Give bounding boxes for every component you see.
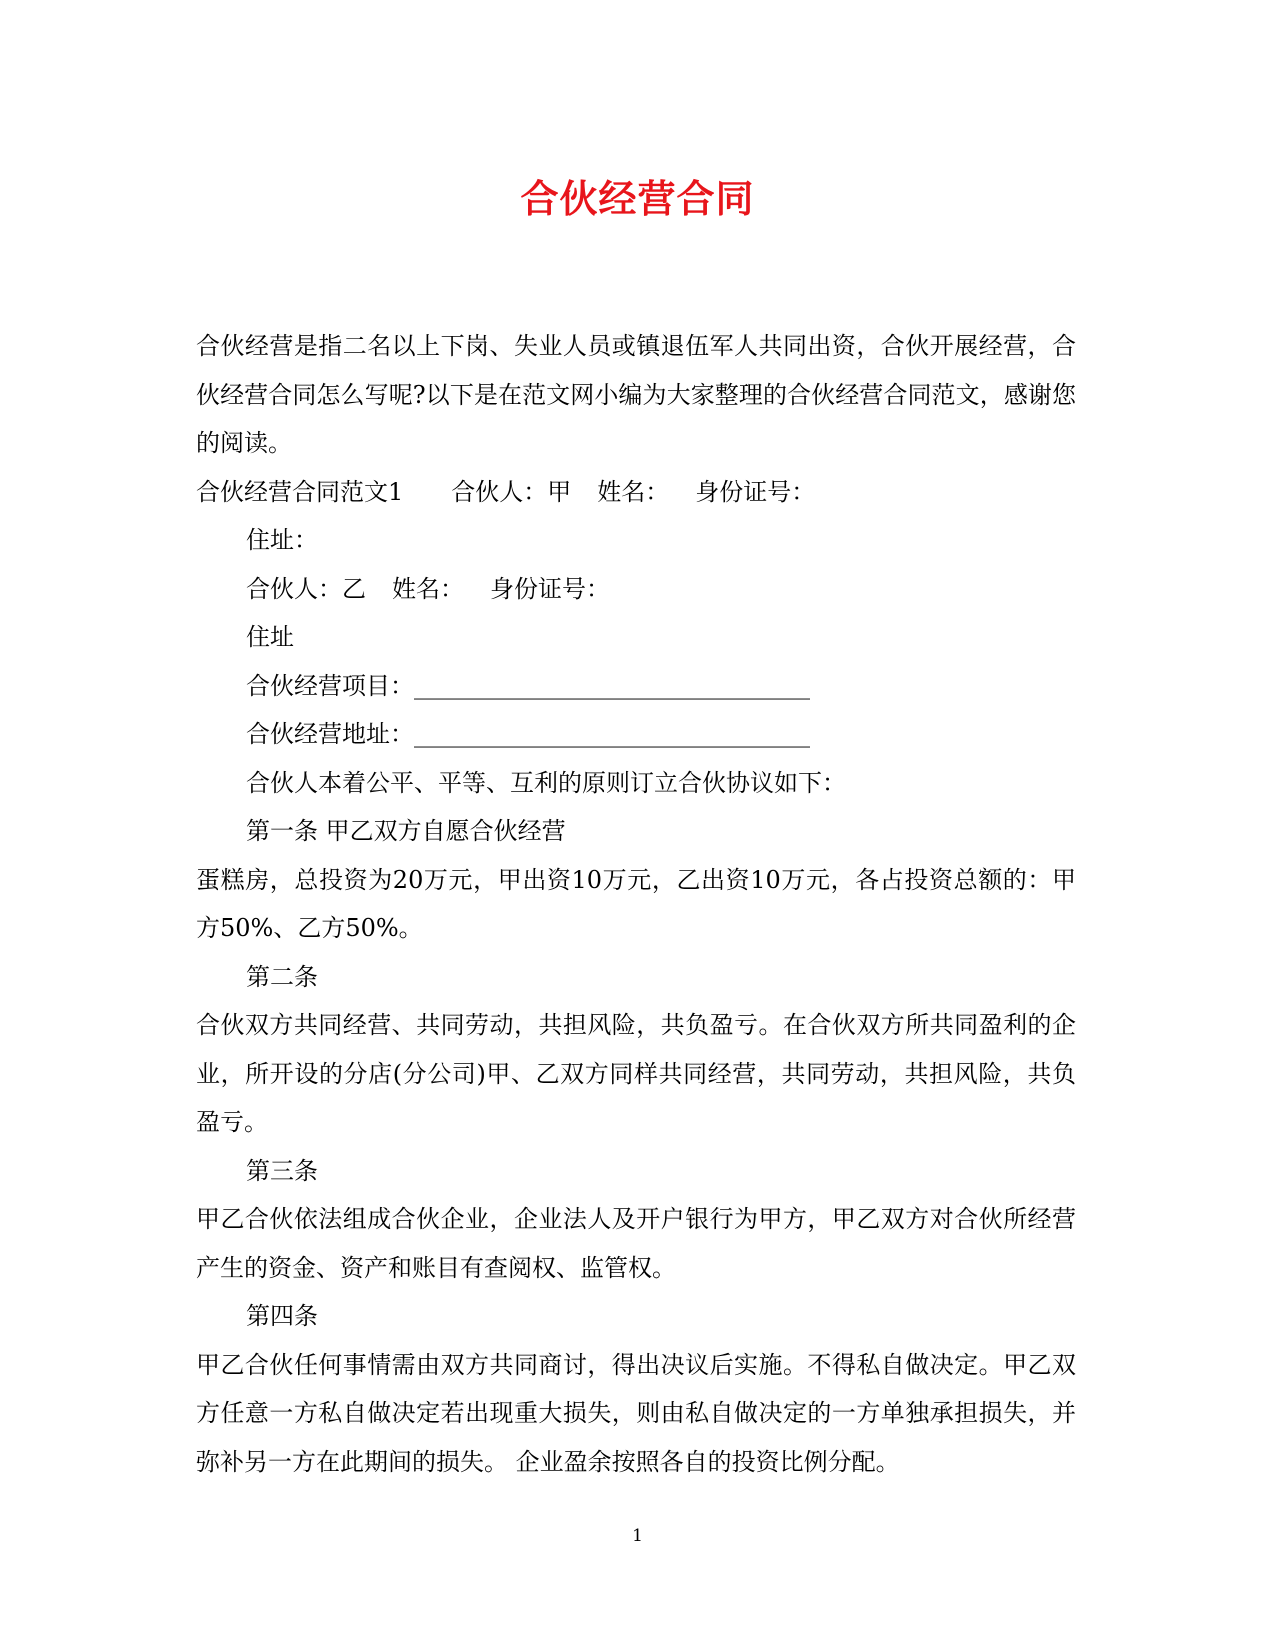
article-3-title: 第三条 [246,1156,318,1185]
document-title: 合伙经营合同 [520,176,755,221]
article-3-body: 甲乙合伙依法组成合伙企业，企业法人及开户银行为甲方，甲乙双方对合伙所经营产生的资金、资产和账目有查阅权、监管权。 [196,1205,1076,1282]
partner-b-line [196,565,1076,614]
partner-a-id-label: 身份证号： [695,477,816,506]
address-b-line: 住址 [246,623,294,651]
article-4-body: 甲乙合伙任何事情需由双方共同商讨，得出决议后实施。不得私自做决定。甲乙双方任意一方私自做决定若出现重大损失，则由私自做决定的一方单独承担损失，并弥补另一方在此期间的损失。 企业盈余按照各自的投资比例分配。 [196,1350,1076,1476]
sample-title: 合伙经营合同范文1 [196,477,404,506]
page-number: 1 [632,1526,643,1546]
intro-paragraph: 合伙经营是指二名以上下岗、失业人员或镇退伍军人共同出资，合伙开展经营，合伙经营合同怎么写呢?以下是在范文网小编为大家整理的合伙经营合同范文，感谢您的阅读。 [196,332,1076,457]
document-body [196,322,1076,1486]
partner-b-id-label: 身份证号： [490,574,610,603]
article-1-title: 第一条 甲乙双方自愿合伙经营 [246,817,566,845]
partner-a-label: 合伙人：甲 [451,477,572,506]
sample-heading-line [196,468,1076,517]
article-2-body: 合伙双方共同经营、共同劳动，共担风险，共负盈亏。在合伙双方所共同盈利的企业，所开设的分店(分公司)甲、乙双方同样共同经营，共同劳动，共担风险，共负盈亏。 [196,1011,1076,1136]
partner-a-name-label: 姓名： [597,477,670,506]
article-2-title: 第二条 [246,962,318,991]
project-line: 合伙经营项目：_________________________________ [246,671,810,700]
article-4-title: 第四条 [246,1302,318,1330]
article-1-body: 蛋糕房，总投资为20万元，甲出资10万元，乙出资10万元，各占投资总额的：甲方50%、乙方50%。 [196,865,1076,942]
principle-line: 合伙人本着公平、平等、互利的原则订立合伙协议如下： [246,768,846,797]
partner-b-label: 合伙人：乙 [246,574,366,603]
partner-b-name-label: 姓名： [392,574,464,603]
address-a-line: 住址： [246,526,318,554]
location-line: 合伙经营地址：_________________________________ [246,720,810,748]
